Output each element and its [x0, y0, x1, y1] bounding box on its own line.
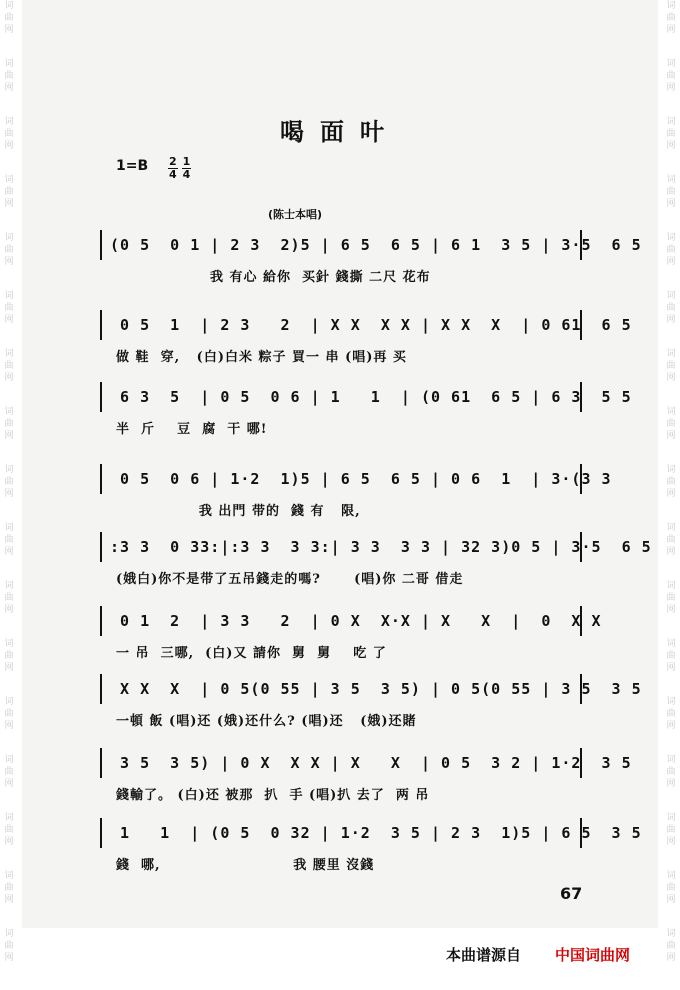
watermark-text: 词 曲 网	[666, 175, 676, 209]
watermark-text: 词 曲 网	[666, 639, 676, 673]
watermark-text: 词 曲 网	[666, 813, 676, 847]
lyric-line: 一頓 飯 (唱)还 (娥)还什么? (唱)还 (娥)还賭	[116, 714, 417, 729]
watermark-text: 词 曲 网	[666, 871, 676, 905]
jianpu-notes: 1 1 | (0 5 0 32 | 1·2 3 5 | 2 3 1)5 | 6 5 3 5	[110, 824, 642, 842]
watermark-text: 词 曲 网	[666, 929, 676, 963]
score-row	[100, 674, 642, 729]
source-site-link[interactable]: 中国词曲网	[555, 946, 631, 964]
lyric-line: (娥白)你不是带了五吊錢走的嗎? (唱)你 二哥 借走	[116, 572, 464, 587]
notation-line	[100, 606, 602, 636]
score-row	[100, 382, 632, 437]
watermark-text: 词 曲 网	[4, 407, 14, 441]
score-row	[100, 310, 632, 365]
lyric-line: 錢輸了。 (白)还 被那 扒 手 (唱)扒 去了 两 吊	[116, 788, 430, 803]
jianpu-notes: X X X | 0 5(0 55 | 3 5 3 5) | 0 5(0 55 | 3 5 3 5	[110, 680, 642, 698]
watermark-text: 词 曲 网	[4, 755, 14, 789]
watermark-column-left	[2, 0, 16, 990]
watermark-text: 词 曲 网	[666, 233, 676, 267]
lyric-line: 做 鞋 穿, (白)白米 粽子 買一 串 (唱)再 买	[116, 350, 407, 365]
watermark-text: 词 曲 网	[666, 407, 676, 441]
watermark-text: 词 曲 网	[4, 59, 14, 93]
notation-line	[100, 818, 642, 848]
watermark-text: 词 曲 网	[4, 175, 14, 209]
watermark-text: 词 曲 网	[4, 233, 14, 267]
watermark-text: 词 曲 网	[4, 465, 14, 499]
notation-line	[100, 674, 642, 704]
watermark-text: 词 曲 网	[4, 523, 14, 557]
score-row	[100, 230, 642, 285]
time-signatures	[168, 156, 191, 181]
watermark-text: 词 曲 网	[666, 581, 676, 615]
score-row	[100, 464, 612, 519]
score-row	[100, 606, 602, 661]
source-prefix: 本曲谱源自	[446, 946, 522, 964]
watermark-text: 词 曲 网	[666, 349, 676, 383]
watermark-text: 词 曲 网	[666, 59, 676, 93]
watermark-text: 词 曲 网	[4, 813, 14, 847]
jianpu-notes: (0 5 0 1 | 2 3 2)5 | 6 5 6 5 | 6 1 3 5 | 3·5 6 5	[110, 236, 642, 254]
watermark-text: 词 曲 网	[4, 639, 14, 673]
watermark-text: 词 曲 网	[4, 697, 14, 731]
score-row	[100, 818, 642, 873]
watermark-text: 词 曲 网	[666, 697, 676, 731]
jianpu-notes: 6 3 5 | 0 5 0 6 | 1 1 | (0 61 6 5 | 6 3 5 5	[110, 388, 632, 406]
notation-line	[100, 748, 632, 778]
watermark-text: 词 曲 网	[4, 929, 14, 963]
notation-line	[100, 382, 632, 412]
jianpu-notes: 0 5 1 | 2 3 2 | X X X X | X X X | 0 61 6 5	[110, 316, 632, 334]
watermark-text: 词 曲 网	[4, 871, 14, 905]
watermark-text: 词 曲 网	[666, 465, 676, 499]
notation-line	[100, 230, 642, 260]
singer-credit: (陈士本唱)	[268, 208, 323, 221]
jianpu-notes: :3 3 0 33:|:3 3 3 3:| 3 3 3 3 | 32 3)0 5 | 3·5 6 5	[110, 538, 652, 556]
score-row	[100, 748, 632, 803]
lyric-line: 半 斤 豆 腐 干 哪!	[116, 422, 268, 437]
time-signature-2: $\frac{1}{4}$	[182, 155, 191, 181]
watermark-text: 词 曲 网	[4, 117, 14, 151]
watermark-text: 词 曲 网	[4, 291, 14, 325]
lyric-line: 一 吊 三哪, (白)又 請你 舅 舅 吃 了	[116, 646, 387, 661]
watermark-text: 词 曲 网	[666, 291, 676, 325]
notation-line	[100, 310, 632, 340]
watermark-text: 词 曲 网	[666, 523, 676, 557]
watermark-text: 词 曲 网	[4, 1, 14, 35]
notation-line	[100, 532, 652, 562]
jianpu-notes: 0 1 2 | 3 3 2 | 0 X X·X | X X | 0 X X	[110, 612, 602, 630]
lyric-line: 我 出門 带的 錢 有 限,	[116, 504, 361, 519]
jianpu-notes: 0 5 0 6 | 1·2 1)5 | 6 5 6 5 | 0 6 1 | 3·(3 3	[110, 470, 612, 488]
watermark-text: 词 曲 网	[4, 349, 14, 383]
page-number: 67	[560, 884, 583, 903]
lyric-line: 錢 哪, 我 腰里 沒錢	[116, 858, 375, 873]
watermark-text: 词 曲 网	[666, 755, 676, 789]
watermark-text: 词 曲 网	[666, 117, 676, 151]
watermark-text: 词 曲 网	[4, 581, 14, 615]
notation-line	[100, 464, 612, 494]
watermark-column-right	[664, 0, 678, 990]
jianpu-notes: 3 5 3 5) | 0 X X X | X X | 0 5 3 2 | 1·2 3 5	[110, 754, 632, 772]
watermark-text: 词 曲 网	[666, 1, 676, 35]
key-signature: 1=B	[116, 158, 149, 174]
lyric-line: 我 有心 給你 买針 錢撕 二尺 花布	[116, 270, 431, 285]
time-signature-1: $\frac{2}{4}$	[169, 155, 177, 181]
score-row	[100, 532, 652, 587]
song-title: 喝面叶	[280, 117, 400, 146]
